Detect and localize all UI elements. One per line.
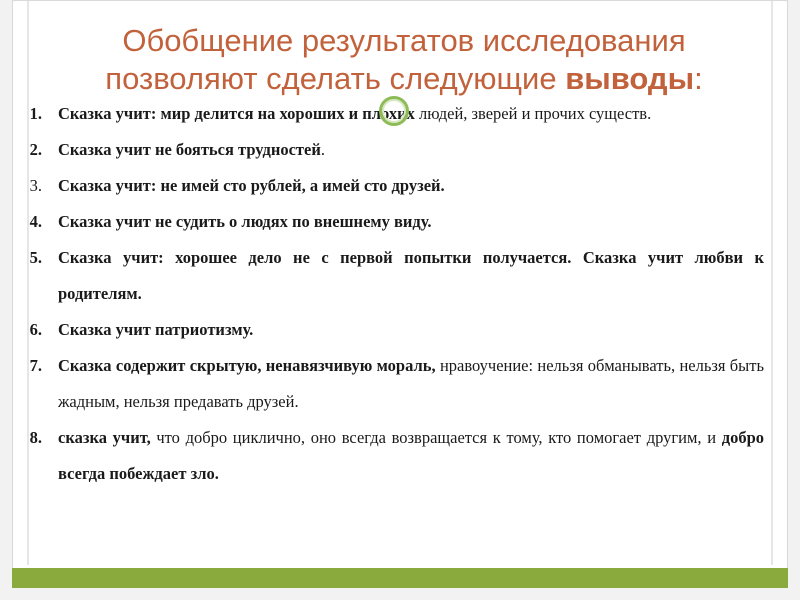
bold-text: добро всегда побеждает зло. (58, 428, 764, 483)
item-text (58, 96, 764, 132)
item-number: 8. (29, 428, 42, 447)
item-number: 2. (29, 140, 42, 159)
item-text (58, 204, 764, 240)
plain-text: . (320, 140, 325, 159)
item-number: 4. (29, 212, 42, 231)
footer-bar (12, 568, 788, 588)
title-line-2 (24, 60, 784, 98)
bold-text: Сказка учит: хорошее дело не с первой попытки получается. Сказка учит любви к родителям. (58, 248, 764, 303)
plain-text: людей, зверей и прочих существ. (419, 104, 652, 123)
title-colon: : (694, 61, 703, 96)
plain-text: нравоучение: нельзя обманывать, нельзя быть жадным, нельзя предавать друзей. (58, 356, 765, 411)
conclusions-list (14, 96, 764, 492)
item-text (58, 312, 764, 348)
list-item (14, 240, 764, 312)
title-line-1: Обобщение результатов исследования (122, 23, 686, 58)
title-bold-word: выводы (565, 61, 695, 96)
bold-text: сказка учит, (58, 428, 157, 447)
bold-text: Сказка учит не судить о людях по внешнему виду. (58, 212, 432, 231)
item-number: 1. (29, 104, 42, 123)
item-text (58, 348, 764, 420)
item-number: 3. (29, 176, 42, 195)
item-text (58, 168, 764, 204)
list-item (14, 312, 764, 348)
bold-text: Сказка учит не бояться трудностей (58, 140, 321, 159)
list-item (14, 348, 764, 420)
item-number: 7. (29, 356, 42, 375)
bold-text: Сказка учит: не имей сто рублей, а имей сто друзей. (58, 176, 445, 195)
highlight-circle (379, 96, 409, 126)
item-number: 5. (29, 248, 42, 267)
title-line-2-text: позволяют сделать следующие (105, 61, 566, 96)
plain-text: что добро циклично, оно всегда возвращается к тому, кто помогает другим, и (156, 428, 722, 447)
list-item (14, 420, 764, 492)
item-text (58, 420, 764, 492)
slide-title (24, 22, 784, 98)
bold-text: Сказка учит патриотизму. (58, 320, 254, 339)
list-item (14, 132, 764, 168)
list-item (14, 168, 764, 204)
bold-text: Сказка содержит скрытую, ненавязчивую мораль, (58, 356, 440, 375)
item-text (58, 132, 764, 168)
bold-text: Сказка учит: мир делится на хороших и плохих (58, 104, 419, 123)
item-number: 6. (29, 320, 42, 339)
item-text (58, 240, 764, 312)
list-item (14, 204, 764, 240)
